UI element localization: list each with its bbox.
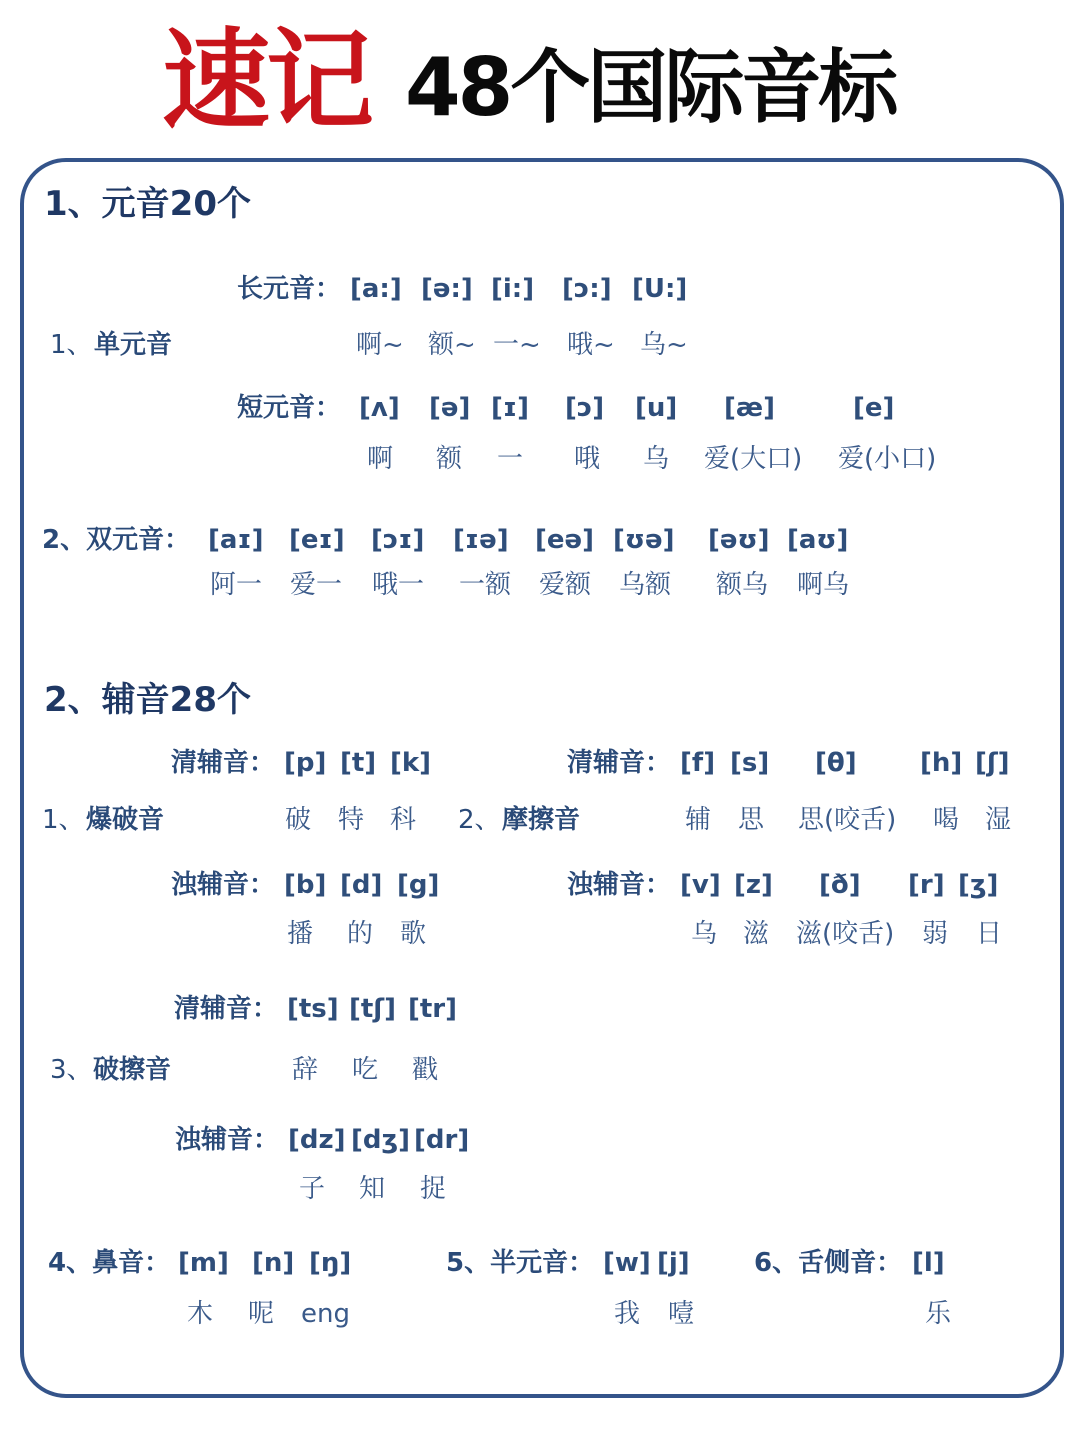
- ipa-symbol: [ə]: [429, 393, 471, 423]
- pronunciation: 戳: [412, 1055, 439, 1085]
- ipa-symbol: [b]: [284, 870, 327, 900]
- ipa-symbol: [k]: [390, 748, 432, 778]
- pronunciation: 的: [347, 919, 374, 949]
- pronunciation: 滋: [743, 919, 770, 949]
- ipa-symbol: [ʃ]: [975, 748, 1010, 778]
- ipa-symbol: [a:]: [350, 274, 402, 304]
- pronunciation: 喝: [933, 805, 960, 835]
- ipa-symbol: [ʌ]: [359, 393, 400, 423]
- pronunciation: 吃: [352, 1055, 379, 1085]
- ipa-symbol: [f]: [680, 748, 716, 778]
- pronunciation: 啊: [367, 444, 394, 474]
- pronunciation: 木: [187, 1299, 214, 1329]
- pronunciation: 哦~: [567, 330, 615, 360]
- ipa-symbol: [ŋ]: [309, 1248, 352, 1278]
- long-vowel-label: 长元音：: [237, 274, 342, 304]
- pronunciation: 哦一: [372, 570, 425, 600]
- pronunciation: 思: [738, 805, 765, 835]
- ipa-symbol: [eə]: [535, 525, 595, 555]
- pronunciation: 爱(大口): [704, 444, 803, 474]
- pronunciation: 科: [390, 805, 417, 835]
- ipa-symbol: [aɪ]: [208, 525, 264, 555]
- ipa-symbol: [ʊə]: [613, 525, 675, 555]
- fricative-label: 摩擦音: [502, 805, 581, 835]
- ipa-symbol: [g]: [397, 870, 440, 900]
- ipa-symbol: [ɪə]: [453, 525, 509, 555]
- title-highlight: 速记: [162, 19, 371, 144]
- pronunciation: 一额: [459, 570, 512, 600]
- affricate-label: 破擦音: [93, 1055, 172, 1085]
- pronunciation: 捉: [420, 1174, 447, 1204]
- pronunciation: 乌~: [640, 330, 688, 360]
- ipa-symbol: [u]: [635, 393, 678, 423]
- pronunciation: 爱一: [290, 570, 343, 600]
- voiced-label: 浊辅音：: [175, 1125, 280, 1155]
- voiceless-label: 清辅音：: [174, 994, 279, 1024]
- pronunciation: 爱额: [539, 570, 592, 600]
- pronunciation: 特: [338, 805, 365, 835]
- ipa-symbol: [h]: [920, 748, 963, 778]
- nasal-label: 4、鼻音：: [48, 1248, 171, 1278]
- ipa-symbol: [ʒ]: [958, 870, 999, 900]
- pronunciation: 啊乌: [797, 570, 850, 600]
- ipa-symbol: [l]: [912, 1248, 945, 1278]
- voiced-label: 浊辅音：: [171, 870, 276, 900]
- monophthong-label: 单元音: [94, 330, 173, 360]
- vowels-heading: 1、元音20个: [44, 184, 251, 224]
- pronunciation: 子: [299, 1174, 326, 1204]
- pronunciation: 哦: [574, 444, 601, 474]
- pronunciation: 湿: [985, 805, 1012, 835]
- voiced-label: 浊辅音：: [567, 870, 672, 900]
- pronunciation: 额乌: [716, 570, 769, 600]
- pronunciation: 呢: [248, 1299, 275, 1329]
- ipa-symbol: [ð]: [819, 870, 861, 900]
- title-main: 48个国际音标: [405, 41, 896, 134]
- pronunciation: 啊~: [356, 330, 404, 360]
- ipa-symbol: [U:]: [632, 274, 688, 304]
- ipa-symbol: [ɔ]: [565, 393, 605, 423]
- ipa-symbol: [θ]: [815, 748, 857, 778]
- monophthong-number: 1、: [50, 330, 93, 360]
- voiceless-label: 清辅音：: [171, 748, 276, 778]
- ipa-symbol: [dz]: [288, 1125, 346, 1155]
- ipa-symbol: [p]: [284, 748, 327, 778]
- pronunciation: 乌额: [619, 570, 672, 600]
- pronunciation: eng: [301, 1299, 350, 1329]
- ipa-symbol: [d]: [340, 870, 383, 900]
- pronunciation: 阿一: [210, 570, 263, 600]
- pronunciation: 爱(小口): [838, 444, 937, 474]
- pronunciation: 日: [976, 919, 1003, 949]
- plosive-number: 1、: [42, 805, 85, 835]
- lateral-label: 6、舌侧音：: [754, 1248, 903, 1278]
- ipa-symbol: [aʊ]: [787, 525, 849, 555]
- semivowel-label: 5、半元音：: [446, 1248, 595, 1278]
- consonants-heading: 2、辅音28个: [44, 680, 251, 720]
- ipa-symbol: [r]: [908, 870, 945, 900]
- ipa-symbol: [s]: [730, 748, 770, 778]
- pronunciation: 辅: [685, 805, 712, 835]
- ipa-symbol: [dʒ]: [351, 1125, 411, 1155]
- ipa-symbol: [i:]: [491, 274, 535, 304]
- pronunciation: 乌: [691, 919, 718, 949]
- pronunciation: 一~: [493, 330, 541, 360]
- pronunciation: 破: [285, 805, 312, 835]
- pronunciation: 额~: [428, 330, 476, 360]
- ipa-symbol: [w]: [603, 1248, 651, 1278]
- pronunciation: 思(咬舌): [798, 805, 897, 835]
- pronunciation: 知: [359, 1174, 386, 1204]
- ipa-symbol: [ts]: [287, 994, 339, 1024]
- ipa-symbol: [m]: [178, 1248, 229, 1278]
- pronunciation: 辞: [292, 1055, 319, 1085]
- ipa-symbol: [v]: [680, 870, 721, 900]
- ipa-symbol: [ɔɪ]: [371, 525, 425, 555]
- short-vowel-label: 短元音：: [237, 393, 342, 423]
- pronunciation: 乐: [925, 1299, 952, 1329]
- affricate-number: 3、: [50, 1055, 93, 1085]
- ipa-symbol: [z]: [734, 870, 773, 900]
- plosive-label: 爆破音: [86, 805, 165, 835]
- pronunciation: 滋(咬舌): [796, 919, 895, 949]
- ipa-symbol: [tr]: [408, 994, 458, 1024]
- ipa-symbol: [t]: [340, 748, 377, 778]
- ipa-symbol: [n]: [252, 1248, 295, 1278]
- pronunciation: 弱: [922, 919, 949, 949]
- ipa-symbol: [tʃ]: [349, 994, 396, 1024]
- voiceless-label: 清辅音：: [567, 748, 672, 778]
- diphthong-label: 2、双元音：: [42, 525, 191, 555]
- pronunciation: 一: [497, 444, 524, 474]
- pronunciation: 乌: [643, 444, 670, 474]
- ipa-symbol: [e]: [853, 393, 895, 423]
- pronunciation: 噎: [668, 1299, 695, 1329]
- pronunciation: 我: [614, 1299, 641, 1329]
- ipa-symbol: [æ]: [724, 393, 776, 423]
- pronunciation: 歌: [400, 919, 427, 949]
- ipa-symbol: [ə:]: [421, 274, 473, 304]
- ipa-symbol: [ɪ]: [491, 393, 529, 423]
- pronunciation: 播: [287, 919, 314, 949]
- ipa-symbol: [ɔ:]: [562, 274, 612, 304]
- ipa-symbol: [eɪ]: [289, 525, 345, 555]
- fricative-number: 2、: [458, 805, 501, 835]
- ipa-symbol: [dr]: [414, 1125, 470, 1155]
- ipa-symbol: [j]: [657, 1248, 690, 1278]
- pronunciation: 额: [436, 444, 463, 474]
- ipa-symbol: [əʊ]: [708, 525, 770, 555]
